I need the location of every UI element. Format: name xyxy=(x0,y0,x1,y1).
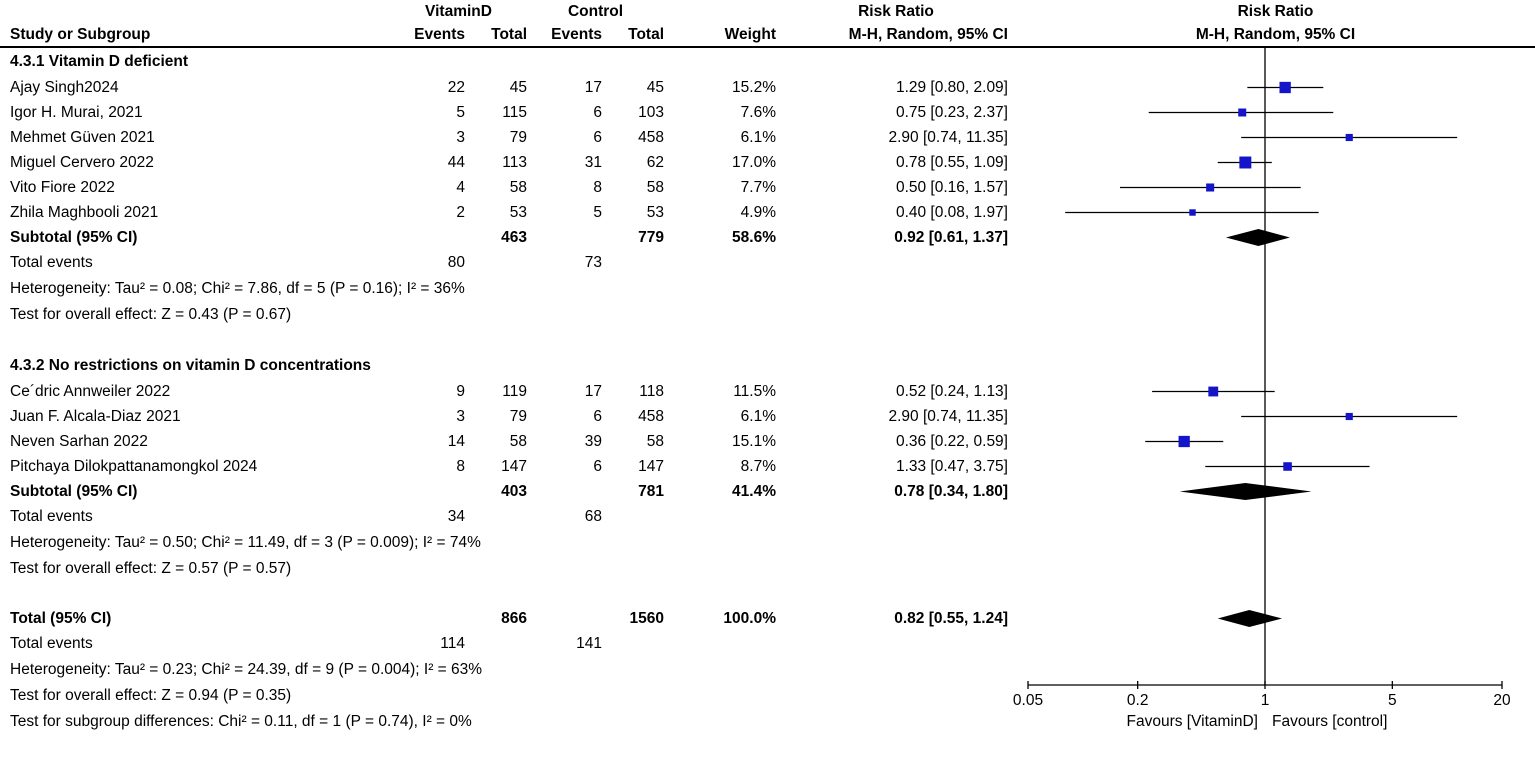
overall-effect-text-row xyxy=(0,302,1535,328)
total-events-vitamind: 114 xyxy=(440,635,465,653)
total-events-row xyxy=(0,250,1535,276)
total-vitamind-value: 463 xyxy=(501,228,527,246)
total-row xyxy=(0,606,1535,631)
weight-value: 15.1% xyxy=(732,432,776,450)
total-events-control: 141 xyxy=(576,635,602,653)
effect-column-subtitle: M-H, Random, 95% CI xyxy=(848,26,1008,44)
total-vitamind-value: 403 xyxy=(501,482,527,500)
weight-column-header: Weight xyxy=(724,26,776,44)
subgroup-differences-text: Test for subgroup differences: Chi² = 0.11, df = 1 (P = 0.74), I² = 0% xyxy=(10,713,472,731)
events-vitamind-value: 14 xyxy=(447,432,465,450)
study-label: Ce´dric Annweiler 2022 xyxy=(10,382,171,400)
weight-value: 58.6% xyxy=(732,228,776,246)
weight-value: 41.4% xyxy=(732,482,776,500)
events-vitamind-value: 8 xyxy=(456,457,465,475)
rr-ci-text: 0.78 [0.55, 1.09] xyxy=(895,153,1008,171)
rr-ci-text: 0.92 [0.61, 1.37] xyxy=(894,228,1008,246)
events-vitamind-value: 3 xyxy=(456,407,465,425)
weight-value: 6.1% xyxy=(740,128,776,146)
total-control-value: 118 xyxy=(639,382,664,400)
rr-ci-text: 0.82 [0.55, 1.24] xyxy=(894,609,1008,627)
header-columns-row xyxy=(0,24,1535,48)
events-control-value: 31 xyxy=(584,153,602,171)
spacer-row xyxy=(0,582,1535,606)
heterogeneity-text-row xyxy=(0,530,1535,556)
favours-left-label: Favours [VitaminD] xyxy=(1126,713,1258,730)
overall-effect-text: Test for overall effect: Z = 0.43 (P = 0.67) xyxy=(10,306,292,324)
study-row xyxy=(0,125,1535,150)
total-control-value: 103 xyxy=(638,103,664,121)
events-control-value: 39 xyxy=(584,432,602,450)
total-control-value: 62 xyxy=(646,153,664,171)
events-control-value: 6 xyxy=(593,407,602,425)
events-vitamind-value: 44 xyxy=(447,153,465,171)
favours-right-label: Favours [control] xyxy=(1272,713,1388,730)
total-events-row xyxy=(0,504,1535,530)
total-vitamind-value: 119 xyxy=(502,382,527,400)
total-vitamind-value: 53 xyxy=(509,203,527,221)
plot-column-subtitle: M-H, Random, 95% CI xyxy=(1195,26,1356,44)
total-control-value: 147 xyxy=(638,457,664,475)
total-events-vitamind: 34 xyxy=(447,508,465,526)
total-control-value: 781 xyxy=(638,482,664,500)
weight-value: 8.7% xyxy=(740,457,776,475)
total-control-column-header: Total xyxy=(628,26,664,44)
study-row xyxy=(0,379,1535,404)
events-control-value: 5 xyxy=(593,203,602,221)
study-row xyxy=(0,404,1535,429)
study-label: Zhila Maghbooli 2021 xyxy=(10,203,159,221)
events-vitamind-value: 9 xyxy=(456,382,465,400)
heterogeneity-text: Heterogeneity: Tau² = 0.23; Chi² = 24.39, df = 9 (P = 0.004); I² = 63% xyxy=(10,661,483,679)
plot-column-title: Risk Ratio xyxy=(1237,3,1314,21)
rr-ci-text: 2.90 [0.74, 11.35] xyxy=(888,128,1008,146)
study-row xyxy=(0,200,1535,225)
rr-ci-text: 0.36 [0.22, 0.59] xyxy=(895,432,1008,450)
events-control-value: 6 xyxy=(593,103,602,121)
events-vitamind-value: 2 xyxy=(456,203,465,221)
heterogeneity-text-row xyxy=(0,276,1535,302)
effect-column-title: Risk Ratio xyxy=(858,3,934,21)
heterogeneity-text-row xyxy=(0,657,1535,683)
rr-ci-text: 0.75 [0.23, 2.37] xyxy=(895,103,1008,121)
study-label: Pitchaya Dilokpattanamongkol 2024 xyxy=(10,457,258,475)
rr-ci-text: 0.78 [0.34, 1.80] xyxy=(894,482,1008,500)
total-vitamind-value: 58 xyxy=(509,432,527,450)
study-label: Igor H. Murai, 2021 xyxy=(10,103,143,121)
study-row xyxy=(0,175,1535,200)
total-control-value: 779 xyxy=(638,228,664,246)
total-vitamind-value: 58 xyxy=(509,178,527,196)
study-row xyxy=(0,454,1535,479)
subtotal-row xyxy=(0,225,1535,250)
axis-tick-label: 0.2 xyxy=(1126,692,1149,709)
study-row xyxy=(0,100,1535,125)
total-control-value: 45 xyxy=(646,78,664,96)
total-control-value: 53 xyxy=(646,203,664,221)
total-control-value: 58 xyxy=(646,178,664,196)
weight-value: 15.2% xyxy=(732,78,776,96)
total-events-control: 73 xyxy=(584,254,602,272)
axis-tick-label: 0.05 xyxy=(1012,692,1044,709)
total-events-control: 68 xyxy=(584,508,602,526)
overall-effect-text: Test for overall effect: Z = 0.57 (P = 0.57) xyxy=(10,560,292,578)
study-label: Juan F. Alcala-Diaz 2021 xyxy=(10,407,181,425)
events-control-value: 17 xyxy=(584,78,602,96)
header-group-row xyxy=(0,0,1535,24)
rr-ci-text: 1.29 [0.80, 2.09] xyxy=(895,78,1008,96)
weight-value: 4.9% xyxy=(740,203,776,221)
total-events-label: Total events xyxy=(10,254,93,272)
total-control-value: 58 xyxy=(646,432,664,450)
overall-effect-text: Test for overall effect: Z = 0.94 (P = 0.35) xyxy=(10,687,292,705)
rr-ci-text: 0.50 [0.16, 1.57] xyxy=(895,178,1008,196)
study-label: Total (95% CI) xyxy=(10,609,112,627)
group1-header: VitaminD xyxy=(425,3,492,21)
events-control-value: 17 xyxy=(584,382,602,400)
table-rows xyxy=(0,48,1535,735)
overall-effect-text-row xyxy=(0,556,1535,582)
events-control-value: 6 xyxy=(593,128,602,146)
total-control-value: 1560 xyxy=(629,609,664,627)
weight-value: 7.7% xyxy=(740,178,776,196)
subgroup-title-row xyxy=(0,48,1535,75)
events-vitamind-value: 3 xyxy=(456,128,465,146)
total-events-row xyxy=(0,631,1535,657)
total-vitamind-value: 147 xyxy=(501,457,527,475)
events-vitamind-column-header: Events xyxy=(414,26,465,44)
weight-value: 11.5% xyxy=(733,382,776,400)
study-label: Mehmet Güven 2021 xyxy=(10,128,155,146)
total-events-label: Total events xyxy=(10,635,93,653)
weight-value: 100.0% xyxy=(723,609,776,627)
study-row xyxy=(0,429,1535,454)
total-events-label: Total events xyxy=(10,508,93,526)
rr-ci-text: 0.40 [0.08, 1.97] xyxy=(895,203,1008,221)
total-vitamind-value: 113 xyxy=(502,153,527,171)
events-vitamind-value: 22 xyxy=(447,78,465,96)
total-vitamind-value: 866 xyxy=(501,609,527,627)
events-vitamind-value: 4 xyxy=(456,178,465,196)
subgroup-differences-text-row xyxy=(0,709,1535,735)
total-control-value: 458 xyxy=(638,128,664,146)
total-events-vitamind: 80 xyxy=(447,254,465,272)
study-label: Miguel Cervero 2022 xyxy=(10,153,154,171)
study-row xyxy=(0,75,1535,100)
subgroup-title-row xyxy=(0,352,1535,379)
events-control-value: 8 xyxy=(593,178,602,196)
events-vitamind-value: 5 xyxy=(456,103,465,121)
weight-value: 7.6% xyxy=(740,103,776,121)
spacer-row xyxy=(0,328,1535,352)
axis-tick-label: 5 xyxy=(1388,692,1397,709)
total-vitamind-column-header: Total xyxy=(491,26,527,44)
total-vitamind-value: 79 xyxy=(509,407,527,425)
total-control-value: 458 xyxy=(638,407,664,425)
heterogeneity-text: Heterogeneity: Tau² = 0.50; Chi² = 11.49, df = 3 (P = 0.009); I² = 74% xyxy=(10,534,481,552)
overall-effect-text-row xyxy=(0,683,1535,709)
heterogeneity-text: Heterogeneity: Tau² = 0.08; Chi² = 7.86, df = 5 (P = 0.16); I² = 36% xyxy=(10,280,465,298)
study-row xyxy=(0,150,1535,175)
study-label: Neven Sarhan 2022 xyxy=(10,432,148,450)
axis-tick-label: 20 xyxy=(1493,692,1511,709)
events-control-value: 6 xyxy=(593,457,602,475)
study-label: Subtotal (95% CI) xyxy=(10,228,138,246)
events-control-column-header: Events xyxy=(551,26,602,44)
study-label: Ajay Singh2024 xyxy=(10,78,119,96)
rr-ci-text: 2.90 [0.74, 11.35] xyxy=(888,407,1008,425)
subgroup-title: 4.3.2 No restrictions on vitamin D concentrations xyxy=(10,356,371,374)
total-vitamind-value: 45 xyxy=(509,78,527,96)
weight-value: 6.1% xyxy=(740,407,776,425)
weight-value: 17.0% xyxy=(732,153,776,171)
rr-ci-text: 0.52 [0.24, 1.13] xyxy=(895,382,1008,400)
study-column-header: Study or Subgroup xyxy=(10,26,151,44)
subgroup-title: 4.3.1 Vitamin D deficient xyxy=(10,52,189,70)
rr-ci-text: 1.33 [0.47, 3.75] xyxy=(895,457,1008,475)
study-label: Subtotal (95% CI) xyxy=(10,482,138,500)
axis-tick-label: 1 xyxy=(1260,692,1270,709)
total-vitamind-value: 79 xyxy=(509,128,527,146)
total-vitamind-value: 115 xyxy=(502,103,527,121)
group2-header: Control xyxy=(567,3,624,21)
study-label: Vito Fiore 2022 xyxy=(10,178,115,196)
subtotal-row xyxy=(0,479,1535,504)
